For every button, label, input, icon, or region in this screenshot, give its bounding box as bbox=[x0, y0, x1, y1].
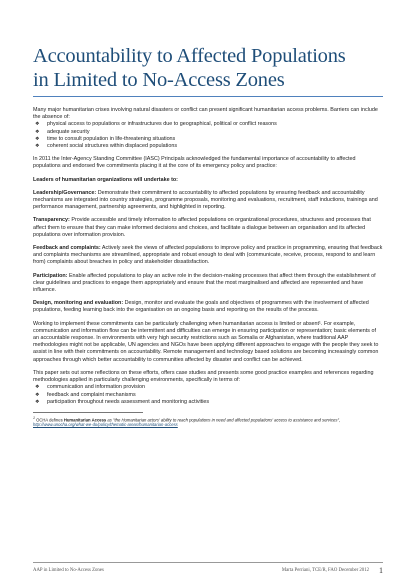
commitment-leadership bbox=[33, 190, 383, 212]
list-item: ❖ communication and information provision bbox=[35, 384, 145, 391]
footnote-mark: 1 bbox=[33, 415, 35, 420]
diamond-bullet-icon: ❖ bbox=[35, 128, 40, 135]
commitment-term: Transparency: bbox=[33, 217, 70, 224]
page-footer bbox=[33, 566, 383, 575]
diamond-bullet-icon: ❖ bbox=[35, 391, 40, 398]
list-item: ❖ coherent social structures within displaced populations bbox=[35, 143, 178, 150]
commitment-text: Design, monitor and evaluate the goals and objectives of programmes with the involvement of affected populations, feeding learning back into the organisation on an ongoing basis and reporting on the results of the process. bbox=[33, 300, 369, 314]
paper-paragraph: This paper sets out some reflections on these efforts, offers case studies and presents some good practice examples and references regarding methodologies applied in particularly challenging environments, specifically in terms of: bbox=[33, 369, 374, 384]
footnote-link[interactable]: http://www.unocha.org/what-we-do/policy/thematic-areas/humanitarian-access bbox=[33, 422, 178, 428]
iasc-paragraph: In 2011 the Inter-Agency Standing Committee (IASC) Principals acknowledged the fundamental importance of accountability to affected populations and endorsed five commitments placing it at the core of its emergency policy and practice: bbox=[33, 156, 356, 170]
list-item: ❖ physical access to populations or infrastructures due to geographical, political or conflict reasons bbox=[35, 121, 277, 128]
footnote-text: as "the Humanitarian actors' ability to reach populations in need and affected populations' access to assistance and services", bbox=[106, 416, 341, 422]
list-item: ❖ adequate security bbox=[35, 128, 90, 135]
topics-list bbox=[33, 384, 383, 406]
list-item: ❖ participation throughout needs assessment and monitoring activities bbox=[35, 398, 210, 405]
title-line-1: Accountability to Affected Populations bbox=[33, 45, 346, 67]
title-line-2: in Limited to No-Access Zones bbox=[33, 69, 285, 91]
commitment-text: Demonstrate their commitment to accountability to affected populations by ensuring feedback and accountability mechanisms are integrated into country strategies, programme proposals, monitoring and evaluations, recruitment, staff inductions, trainings and performance management, partnership agreements, and highlighted in reporting. bbox=[33, 189, 378, 211]
leaders-heading: Leaders of humanitarian organizations will undertake to: bbox=[33, 176, 178, 183]
page-number: 1 bbox=[379, 566, 383, 575]
diamond-bullet-icon: ❖ bbox=[35, 135, 40, 142]
footer-author: Marta Perriani, TCE/R, FAO December 2012 bbox=[281, 568, 369, 573]
diamond-bullet-icon: ❖ bbox=[35, 398, 40, 405]
footer-doc-title: AAP in Limited to No-Access Zones bbox=[33, 568, 104, 573]
footer-separator bbox=[33, 562, 383, 563]
document-title bbox=[33, 44, 383, 92]
commitment-participation bbox=[33, 273, 383, 295]
commitment-term: Feedback and complaints: bbox=[33, 245, 101, 252]
working-paragraph: Working to implement these commitments can be particularly challenging when humanitarian access is limited or absent¹. For example, communication and information flow can be intermittent and difficulties can emerge in ensuring participation or representation; basic elements of an accountable response. In environments with very high security restrictions such as Somalia or Afghanistan, where traditional AAP methodologies might not be applicable, UN agencies and NGOs have been applying different approaches to engage with the people they seek to assist in line with their commitments on accountability. Remote management and technology based solutions are becoming increasingly common approaches through which better accountability to communities affected by disaster and conflict can be achieved. bbox=[33, 320, 379, 363]
commitment-text: Enable affected populations to play an active role in the decision-making processes that affect them through the establishment of clear guidelines and practices to engage them appropriately and ensure that the most marginalised and affected are represented and have influence. bbox=[33, 272, 376, 294]
list-item: ❖ feedback and complaint mechanisms bbox=[35, 391, 136, 398]
title-underline bbox=[33, 96, 383, 97]
intro-paragraph: Many major humanitarian crises involving natural disasters or conflict can present significant humanitarian access problems. Barriers can include the absence of: bbox=[33, 107, 378, 121]
commitment-text: Provide accessible and timely information to affected populations on organizational procedures, structures and processes that affect them to ensure that they can make informed decisions and choices, and facilitate a dialogue between an organisation and its affected populations over information provision. bbox=[33, 217, 371, 238]
diamond-bullet-icon: ❖ bbox=[35, 143, 40, 150]
footnote bbox=[33, 416, 383, 429]
footnote-term: Humanitarian Access bbox=[63, 416, 107, 422]
list-item: ❖ time to consult population in life-threatening situations bbox=[35, 135, 176, 142]
commitment-transparency bbox=[33, 217, 383, 239]
commitment-term: Participation: bbox=[33, 272, 68, 279]
footnote-lead: OCHA defines bbox=[36, 416, 64, 422]
commitment-design bbox=[33, 300, 383, 314]
footnote-separator bbox=[33, 412, 143, 413]
commitment-term: Leadership/Governance: bbox=[33, 189, 97, 196]
barriers-list bbox=[33, 121, 383, 150]
diamond-bullet-icon: ❖ bbox=[35, 121, 40, 128]
commitment-term: Design, monitoring and evaluation: bbox=[33, 300, 124, 307]
commitment-text: Actively seek the views of affected populations to improve policy and practice in programming, ensuring that feedback and complaints mechanisms are streamlined, appropriate and robust enough to deal with (communicate, receive, process, respond to and learn from) complaints about breaches in policy and stakeholder dissatisfaction. bbox=[33, 245, 383, 266]
commitment-feedback bbox=[33, 245, 383, 267]
diamond-bullet-icon: ❖ bbox=[35, 384, 40, 391]
